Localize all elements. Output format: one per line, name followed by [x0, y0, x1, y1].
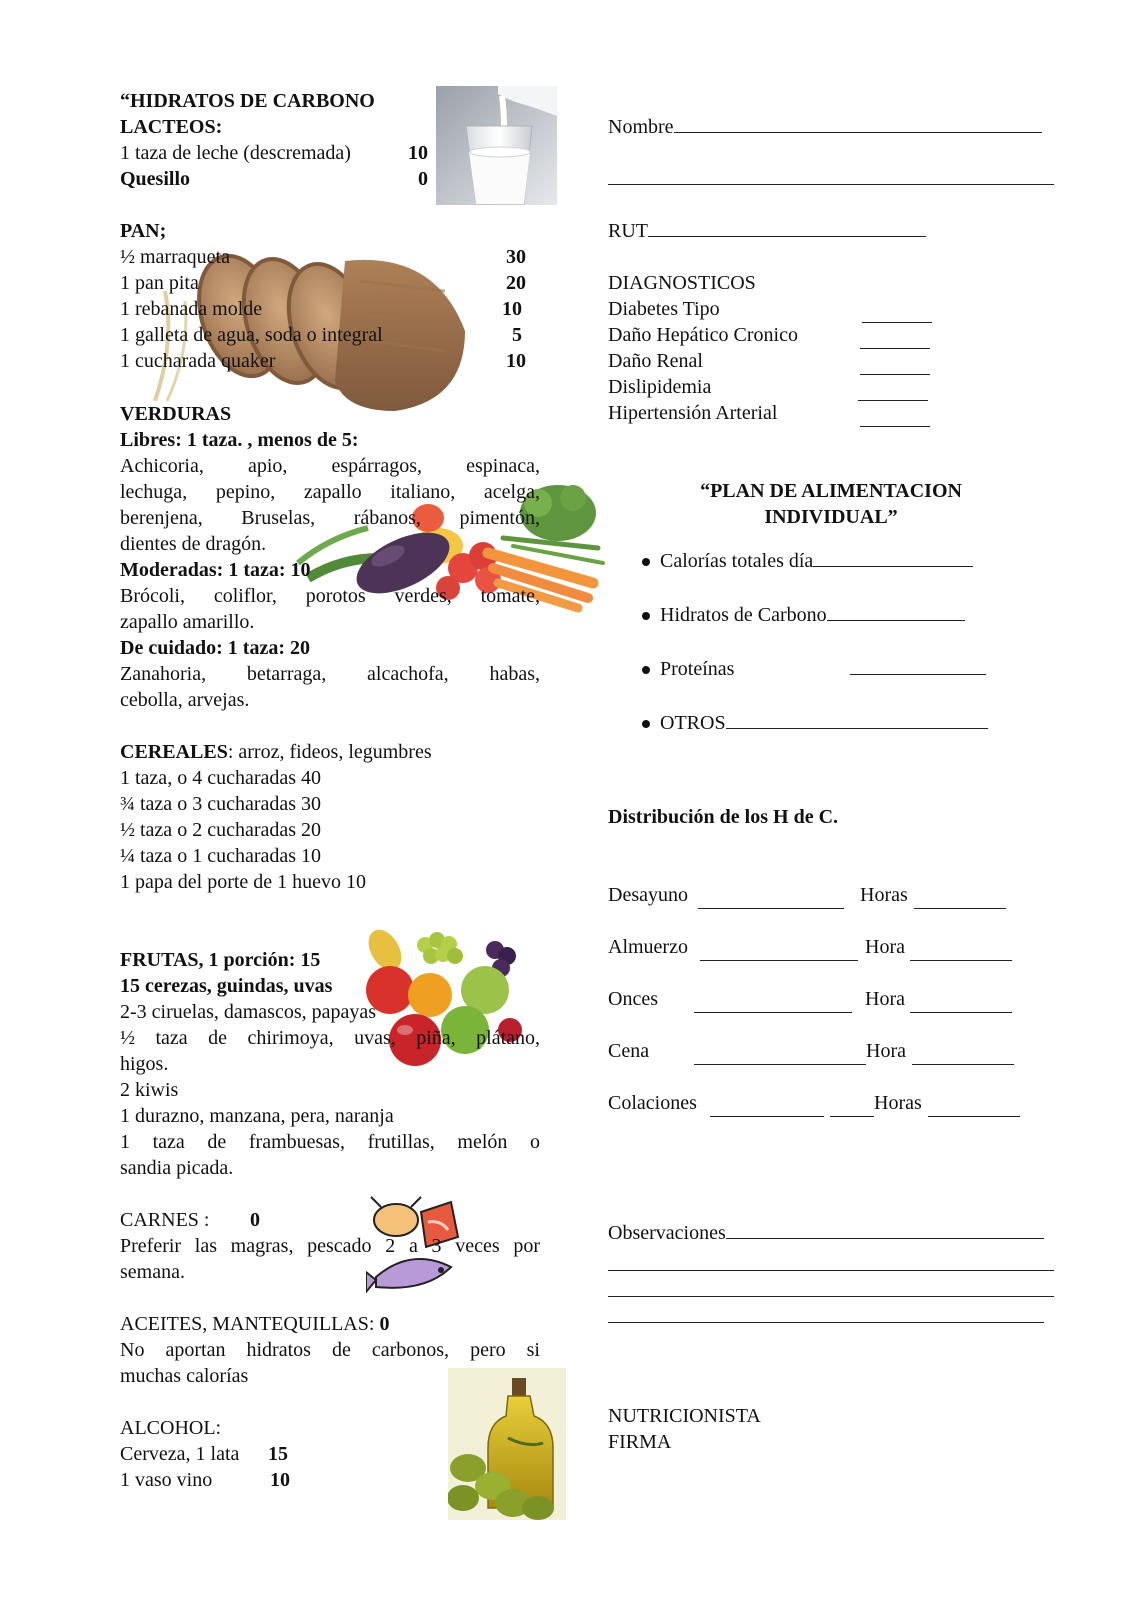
- carnes-line: semana.: [120, 1261, 185, 1283]
- observaciones-line[interactable]: [608, 1322, 1044, 1323]
- verduras-libres-line: dientes de dragón.: [120, 533, 267, 555]
- carnes-line: Preferir las magras, pescado 2 a 3 veces por: [120, 1235, 540, 1257]
- plan-item-field[interactable]: [813, 548, 973, 567]
- verduras-moderadas-line: zapallo amarillo.: [120, 611, 255, 633]
- frutas-line: higos.: [120, 1053, 169, 1075]
- doc-title: “HIDRATOS DE CARBONO: [120, 90, 375, 112]
- frutas-line: 2 kiwis: [120, 1079, 179, 1101]
- lacteos-item-name: 1 taza de leche (descremada): [120, 142, 351, 164]
- frutas-subheading: 15 cerezas, guindas, uvas: [120, 975, 333, 997]
- aceites-line: No aportan hidratos de carbonos, pero si: [120, 1339, 540, 1361]
- verduras-cuidado-heading: De cuidado: 1 taza: 20: [120, 637, 310, 659]
- pan-item-name: 1 cucharada quaker: [120, 350, 276, 372]
- nutricionista-label: NUTRICIONISTA: [608, 1405, 761, 1427]
- meal-hour-label: Horas: [874, 1092, 922, 1114]
- diagnostico-item: Hipertensión Arterial: [608, 402, 778, 424]
- observaciones-label: Observaciones: [608, 1222, 726, 1244]
- plan-item-calorias: [620, 548, 988, 602]
- diagnostico-field[interactable]: [860, 330, 930, 349]
- pan-item-name: 1 rebanada molde: [120, 298, 263, 320]
- plan-title: “PLAN DE ALIMENTACION: [700, 480, 962, 502]
- meal-hour-label: Hora: [866, 1040, 906, 1062]
- meal-label: Almuerzo: [608, 936, 688, 958]
- rut-field[interactable]: [648, 218, 926, 237]
- observaciones-line[interactable]: [608, 1296, 1054, 1297]
- pan-item-value: 5: [512, 324, 522, 346]
- plan-item-field[interactable]: [726, 710, 988, 729]
- nombre-row: [608, 114, 1042, 140]
- plan-item-label: Proteínas: [660, 658, 735, 680]
- verduras-libres-line: berenjena, Bruselas, rábanos, pimentón,: [120, 507, 540, 529]
- observaciones-line[interactable]: [608, 1270, 1054, 1271]
- diagnostico-item: Dislipidemia: [608, 376, 712, 398]
- frutas-line: sandia picada.: [120, 1157, 234, 1179]
- verduras-moderadas-line: Brócoli, coliflor, porotos verdes, tomate,: [120, 585, 540, 607]
- meal-field[interactable]: [700, 942, 858, 961]
- plan-item-proteinas: [620, 656, 988, 710]
- alcohol-heading: ALCOHOL:: [120, 1417, 222, 1439]
- frutas-heading: FRUTAS, 1 porción: 15: [120, 949, 321, 971]
- plan-item-label: Calorías totales día: [660, 550, 814, 572]
- meal-field-extra[interactable]: [830, 1098, 874, 1117]
- verduras-cuidado-line: Zanahoria, betarraga, alcachofa, habas,: [120, 663, 540, 685]
- pan-item-name: 1 galleta de agua, soda o integral: [120, 324, 383, 346]
- pan-item-value: 30: [506, 246, 526, 268]
- pan-item-value: 20: [506, 272, 526, 294]
- meal-hour-label: Hora: [865, 936, 905, 958]
- meal-field[interactable]: [694, 1046, 866, 1065]
- alcohol-item-name: Cerveza, 1 lata: [120, 1443, 240, 1465]
- verduras-libres-line: Achicoria, apio, espárragos, espinaca,: [120, 455, 540, 477]
- aceites-heading: ACEITES, MANTEQUILLAS:: [120, 1313, 375, 1335]
- diagnostico-field[interactable]: [858, 382, 928, 401]
- pan-item-name: 1 pan pita: [120, 272, 199, 294]
- observaciones-row: [608, 1220, 1044, 1246]
- verduras-libres-line: lechuga, pepino, zapallo italiano, acelga,: [120, 481, 540, 503]
- frutas-line: 1 taza de frambuesas, frutillas, melón o: [120, 1131, 540, 1153]
- diagnosticos-heading: DIAGNOSTICOS: [608, 272, 756, 294]
- meal-field[interactable]: [694, 994, 852, 1013]
- carnes-value: 0: [250, 1209, 260, 1231]
- meal-field[interactable]: [698, 890, 844, 909]
- frutas-line: 2-3 ciruelas, damascos, papayas: [120, 1001, 377, 1023]
- cereales-item: ¼ taza o 1 cucharadas 10: [120, 845, 322, 867]
- cereales-heading-rest: : arroz, fideos, legumbres: [227, 741, 432, 763]
- frutas-line: 1 durazno, manzana, pera, naranja: [120, 1105, 394, 1127]
- cereales-item: 1 papa del porte de 1 huevo 10: [120, 871, 367, 893]
- lacteos-heading: LACTEOS:: [120, 116, 223, 138]
- nombre-field-continued[interactable]: [608, 184, 1054, 185]
- nombre-label: Nombre: [608, 116, 674, 138]
- plan-item-label: OTROS: [660, 712, 726, 734]
- meal-hour-field[interactable]: [914, 890, 1006, 909]
- diagnostico-field[interactable]: [862, 304, 932, 323]
- diagnostico-item: Diabetes Tipo: [608, 298, 720, 320]
- verduras-heading: VERDURAS: [120, 403, 232, 425]
- meal-hour-field[interactable]: [910, 942, 1012, 961]
- meal-hour-label: Hora: [865, 988, 905, 1010]
- alcohol-item-name: 1 vaso vino: [120, 1469, 213, 1491]
- diagnostico-item: Daño Hepático Cronico: [608, 324, 798, 346]
- pan-item-value: 10: [506, 350, 526, 372]
- cereales-heading: CEREALES: [120, 741, 228, 763]
- plan-item-otros: [620, 710, 988, 764]
- plan-list: [620, 548, 988, 764]
- rut-row: [608, 218, 926, 244]
- firma-label: FIRMA: [608, 1431, 672, 1453]
- aceites-value: 0: [379, 1313, 390, 1335]
- lacteos-item-value: 10: [408, 142, 428, 164]
- diagnostico-field[interactable]: [860, 408, 930, 427]
- lacteos-item-name: Quesillo: [120, 168, 191, 190]
- pan-heading: PAN;: [120, 220, 167, 242]
- verduras-cuidado-line: cebolla, arvejas.: [120, 689, 250, 711]
- meal-hour-field[interactable]: [912, 1046, 1014, 1065]
- cereales-item: ¾ taza o 3 cucharadas 30: [120, 793, 322, 815]
- meal-label: Cena: [608, 1040, 650, 1062]
- diagnostico-field[interactable]: [860, 356, 930, 375]
- nombre-field[interactable]: [674, 114, 1042, 133]
- plan-item-label: Hidratos de Carbono: [660, 604, 827, 626]
- cereales-item: ½ taza o 2 cucharadas 20: [120, 819, 322, 841]
- aceites-line: muchas calorías: [120, 1365, 249, 1387]
- frutas-line: ½ taza de chirimoya, uvas, piña, plátano,: [120, 1027, 540, 1049]
- plan-item-field[interactable]: [827, 602, 965, 621]
- pan-item-value: 10: [502, 298, 522, 320]
- distribucion-heading: Distribución de los H de C.: [608, 806, 839, 828]
- meal-hour-label: Horas: [860, 884, 908, 906]
- olive-oil-image: [448, 1368, 566, 1520]
- aceites-heading-line: [120, 1311, 389, 1337]
- meal-label: Colaciones: [608, 1092, 697, 1114]
- cereales-item: 1 taza, o 4 cucharadas 40: [120, 767, 322, 789]
- cereales-heading-line: [120, 739, 432, 765]
- verduras-moderadas-heading: Moderadas: 1 taza: 10: [120, 559, 311, 581]
- milk-glass-image: [436, 86, 557, 205]
- alcohol-item-value: 15: [268, 1443, 288, 1465]
- diagnostico-item: Daño Renal: [608, 350, 703, 372]
- meal-hour-field[interactable]: [910, 994, 1012, 1013]
- carnes-heading: CARNES :: [120, 1209, 210, 1231]
- meal-label: Desayuno: [608, 884, 688, 906]
- meal-hour-field[interactable]: [928, 1098, 1020, 1117]
- lacteos-item-value: 0: [418, 168, 428, 190]
- plan-title-line2: INDIVIDUAL”: [764, 506, 898, 528]
- pan-item-name: ½ marraqueta: [120, 246, 230, 268]
- plan-item-hidratos: [620, 602, 988, 656]
- observaciones-field[interactable]: [726, 1220, 1044, 1239]
- meal-label: Onces: [608, 988, 658, 1010]
- plan-item-field[interactable]: [850, 656, 986, 675]
- rut-label: RUT: [608, 220, 648, 242]
- verduras-libres-heading: Libres: 1 taza. , menos de 5:: [120, 429, 359, 451]
- alcohol-item-value: 10: [270, 1469, 290, 1491]
- meal-field[interactable]: [710, 1098, 824, 1117]
